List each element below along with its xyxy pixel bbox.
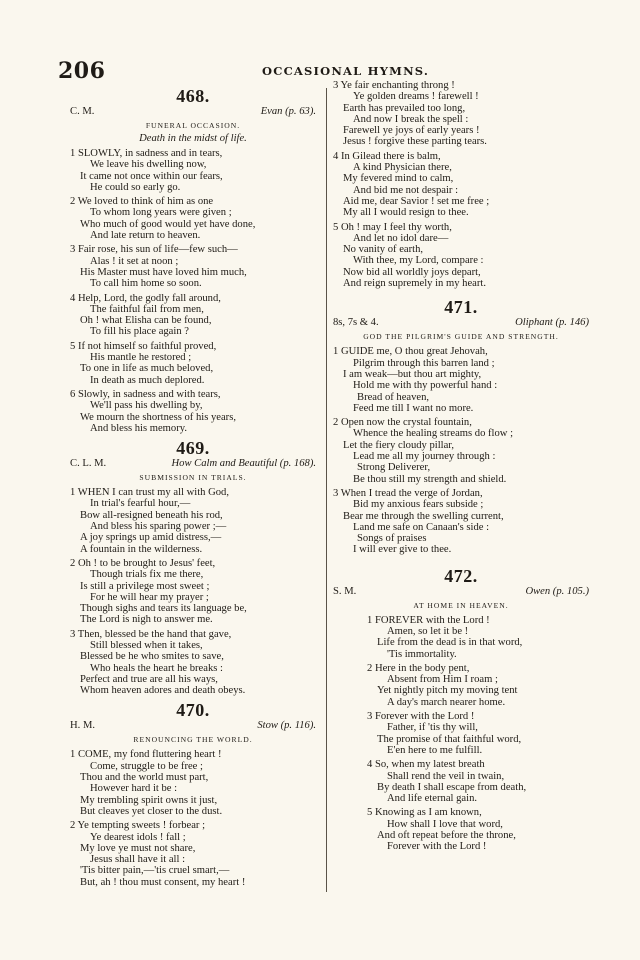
hymn-occasion: RENOUNCING THE WORLD. [133, 735, 253, 745]
hymn-occasion: GOD THE PILGRIM'S GUIDE AND STRENGTH. [363, 332, 559, 342]
verse-line: 2 Oh ! to be brought to Jesus' feet, [70, 557, 216, 569]
hymn-469 [70, 438, 316, 696]
verse-line: My all I would resign to thee. [343, 207, 469, 219]
verse-line: But, ah ! thou must consent, my heart ! [80, 876, 246, 888]
verse-line: My fevered mind to calm, [343, 173, 454, 185]
stanza [333, 346, 589, 414]
stanza [333, 80, 589, 148]
verse-line: To whom long years were given ; [90, 207, 232, 219]
verse-line: 1 FOREVER with the Lord ! [367, 614, 490, 626]
verse-line: 3 Ye fair enchanting throng ! [333, 80, 455, 91]
verse-line: He could so early go. [90, 181, 181, 193]
hymn-number: 472. [444, 565, 478, 586]
verse-line: A joy springs up amid distress,— [80, 532, 222, 544]
hymn-meta [70, 720, 316, 732]
hymn-meter: H. M. [70, 720, 96, 732]
hymn-meter: C. L. M. [70, 458, 107, 470]
verse-line: 1 SLOWLY, in sadness and in tears, [70, 148, 223, 159]
verse-line: The faithful fail from men, [90, 303, 204, 315]
verse-line: My love ye must not share, [80, 842, 196, 854]
stanza [333, 663, 589, 708]
verse-line: To call him home so soon. [90, 278, 202, 290]
hymn-occasion: AT HOME IN HEAVEN. [413, 600, 509, 610]
stanza [70, 820, 316, 888]
verse-line: 4 So, when my latest breath [367, 759, 485, 771]
verse-line: Bread of heaven, [357, 391, 430, 403]
verse-line: And reign supremely in my heart. [343, 278, 486, 290]
verse-line: Bid my anxious fears subside ; [353, 499, 484, 511]
verse-line: And now I break the spell : [353, 113, 469, 125]
stanza [70, 196, 316, 241]
verse-line: Now bid all worldly joys depart, [343, 266, 481, 278]
verse-line: 3 Forever with the Lord ! [367, 711, 475, 723]
verse-line: How shall I love that word, [387, 818, 503, 830]
stanza [333, 417, 589, 485]
stanza [333, 222, 589, 290]
stanza [333, 615, 589, 660]
hymn-472 [333, 566, 589, 853]
verse-line: And bless his sparing power ;— [90, 521, 227, 533]
hymn-occasion: SUBMISSION IN TRIALS. [139, 473, 247, 483]
verse-line: My trembling spirit owns it just, [80, 794, 218, 806]
verse-line: 2 Open now the crystal fountain, [333, 417, 472, 429]
verse-line: Aid me, dear Savior ! set me free ; [343, 195, 490, 207]
stanza [333, 807, 589, 852]
verse-line: 2 Ye tempting sweets ! forbear ; [70, 820, 206, 832]
hymn-meta [70, 458, 316, 470]
hymn-occasion: FUNERAL OCCASION. [145, 121, 241, 130]
verse-line: Be thou still my strength and shield. [353, 473, 507, 485]
verse-line: By death I shall escape from death, [377, 781, 527, 793]
verse-line: Is still a privilege most sweet ; [80, 580, 210, 592]
hymn-468 [70, 86, 316, 434]
verse-line: Life from the dead is in that word, [377, 637, 523, 649]
verse-line: For he will hear my prayer ; [90, 591, 209, 603]
column-rule [326, 88, 327, 892]
hymn-471 [333, 297, 589, 555]
left-column [70, 82, 316, 888]
verse-line: Let the fiery cloudy pillar, [343, 439, 455, 451]
verse-line: And life eternal gain. [387, 793, 478, 805]
verse-line: Land me safe on Canaan's side : [353, 521, 490, 533]
verse-line: 5 Oh ! may I feel thy worth, [333, 221, 452, 233]
verse-line: Earth has prevailed too long, [343, 102, 466, 114]
stanza [70, 148, 316, 193]
verse-line: Bow all-resigned beneath his rod, [80, 509, 223, 521]
verse-line: 'Tis immortality. [387, 648, 457, 660]
verse-line: Strong Deliverer, [357, 462, 431, 474]
stanza [333, 488, 589, 556]
verse-line: Oh ! what Elisha can be found, [80, 315, 212, 327]
verse-line: His mantle he restored ; [90, 352, 192, 364]
stanza [70, 629, 316, 697]
stanza [70, 558, 316, 626]
verse-line: Alas ! it set at noon ; [90, 255, 179, 267]
running-head: OCCASIONAL HYMNS. [262, 64, 430, 78]
verse-line: 2 We loved to think of him as one [70, 196, 214, 208]
verse-line: Whence the healing streams do flow ; [353, 428, 514, 440]
verse-line: 1 COME, my fond fluttering heart ! [70, 749, 222, 761]
verse-line: 1 GUIDE me, O thou great Jehovah, [333, 346, 488, 358]
verse-line: A fountain in the wilderness. [80, 543, 203, 555]
stanza [70, 244, 316, 289]
verse-line: Still blessed when it takes, [90, 639, 203, 651]
verse-line: But cleaves yet closer to the dust. [80, 805, 223, 817]
verse-line: 5 If not himself so faithful proved, [70, 340, 217, 352]
verse-line: Who heals the heart he breaks : [90, 662, 223, 674]
verse-line: We mourn the shortness of his years, [80, 411, 236, 423]
page-number: 206 [58, 58, 106, 84]
verse-line: Lead me all my journey through : [353, 451, 496, 463]
hymn-tune: Evan (p. 63). [260, 106, 316, 117]
verse-line: We leave his dwelling now, [90, 159, 207, 171]
stanza [70, 389, 316, 434]
verse-line: In trial's fearful hour,— [90, 498, 191, 510]
verse-line: A kind Physician there, [353, 162, 452, 174]
verse-line: And bid me not despair : [353, 184, 459, 196]
verse-line: With thee, my Lord, compare : [353, 255, 484, 267]
hymn-number: 471. [444, 297, 478, 318]
verse-line: 3 When I tread the verge of Jordan, [333, 487, 483, 499]
verse-line: Jesus shall have it all : [90, 854, 186, 866]
verse-line: Farewell ye joys of early years ! [343, 125, 480, 137]
verse-line: Blessed be he who smites to save, [80, 651, 224, 663]
verse-line: No vanity of earth, [343, 244, 424, 256]
verse-line: 4 In Gilead there is balm, [333, 150, 441, 162]
verse-line: Though trials fix me there, [90, 569, 204, 581]
verse-line: Shall rend the veil in twain, [387, 770, 505, 782]
verse-line: It came not once within our fears, [80, 170, 223, 182]
hymn-meter: 8s, 7s & 4. [333, 317, 379, 329]
hymn-meter: C. M. [70, 106, 95, 117]
verse-line: 5 Knowing as I am known, [367, 807, 482, 819]
hymn-meta [333, 317, 589, 329]
verse-line: In death as much deplored. [90, 374, 205, 386]
hymn-470-continued [333, 80, 589, 289]
verse-line: 6 Slowly, in sadness and with tears, [70, 388, 221, 400]
verse-line: To one in life as much beloved, [80, 363, 214, 375]
verse-line: Songs of praises [357, 533, 427, 545]
hymn-subtitle: Death in the midst of life. [139, 133, 247, 144]
verse-line: Pilgrim through this barren land ; [353, 357, 495, 369]
verse-line: 3 Fair rose, his sun of life—few such— [70, 244, 238, 256]
hymn-number: 470. [176, 700, 210, 721]
stanza [333, 151, 589, 219]
verse-line: Come, struggle to be free ; [90, 760, 203, 772]
stanza [70, 293, 316, 338]
hymn-tune: Owen (p. 105.) [525, 585, 589, 597]
verse-line: Hold me with thy powerful hand : [353, 380, 498, 392]
stanza [70, 749, 316, 817]
verse-line: Bear me through the swelling current, [343, 510, 504, 522]
verse-line: I am weak—but thou art mighty, [343, 368, 482, 380]
verse-line: 4 Help, Lord, the godly fall around, [70, 292, 221, 304]
verse-line: And let no idol dare— [353, 232, 449, 244]
verse-line: We'll pass his dwelling by, [90, 400, 203, 412]
hymn-tune: Oliphant (p. 146) [515, 317, 589, 329]
verse-line: Whom heaven adores and death obeys. [80, 685, 246, 697]
stanza [333, 759, 589, 804]
stanza [70, 487, 316, 555]
hymn-meta [70, 106, 316, 118]
right-column [333, 80, 589, 853]
hymn-tune: How Calm and Beautiful (p. 168). [171, 458, 316, 470]
hymn-meter: S. M. [333, 585, 357, 597]
verse-line: And late return to heaven. [90, 230, 201, 242]
verse-line: Thou and the world must part, [80, 772, 209, 784]
verse-line: Feed me till I want no more. [353, 402, 474, 414]
verse-line: Father, if 'tis thy will, [387, 722, 478, 734]
verse-line: Ye golden dreams ! farewell ! [353, 91, 479, 103]
stanza [70, 341, 316, 386]
verse-line: E'en here to me fulfill. [387, 744, 483, 756]
hymn-meta [333, 586, 589, 598]
verse-line: The Lord is nigh to answer me. [80, 614, 213, 626]
verse-line: I will ever give to thee. [353, 544, 452, 556]
verse-line: A day's march nearer home. [387, 696, 506, 708]
verse-line: The promise of that faithful word, [377, 733, 522, 745]
verse-line: However hard it be : [90, 783, 178, 795]
verse-line: Who much of good would yet have done, [80, 218, 256, 230]
stanza [333, 711, 589, 756]
verse-line: Though sighs and tears its language be, [80, 603, 247, 615]
verse-line: Absent from Him I roam ; [387, 674, 498, 686]
verse-line: Perfect and true are all his ways, [80, 673, 218, 685]
verse-line: To fill his place again ? [90, 326, 189, 338]
verse-line: 2 Here in the body pent, [367, 662, 470, 674]
verse-line: 'Tis bitter pain,—'tis cruel smart,— [80, 865, 230, 877]
verse-line: Jesus ! forgive these parting tears. [343, 136, 487, 148]
hymn-number: 469. [176, 438, 210, 459]
verse-line: 1 WHEN I can trust my all with God, [70, 487, 229, 499]
hymn-tune: Stow (p. 116). [257, 720, 316, 732]
verse-line: And bless his memory. [90, 422, 188, 434]
verse-line: Amen, so let it be ! [387, 625, 469, 637]
verse-line: And oft repeat before the throne, [377, 830, 516, 842]
verse-line: Ye dearest idols ! fall ; [90, 831, 186, 843]
verse-line: Yet nightly pitch my moving tent [377, 685, 518, 697]
verse-line: 3 Then, blessed be the hand that gave, [70, 628, 232, 640]
hymn-number: 468. [176, 86, 210, 106]
verse-line: Forever with the Lord ! [387, 841, 487, 853]
hymn-470 [70, 700, 316, 888]
verse-line: His Master must have loved him much, [80, 266, 247, 278]
